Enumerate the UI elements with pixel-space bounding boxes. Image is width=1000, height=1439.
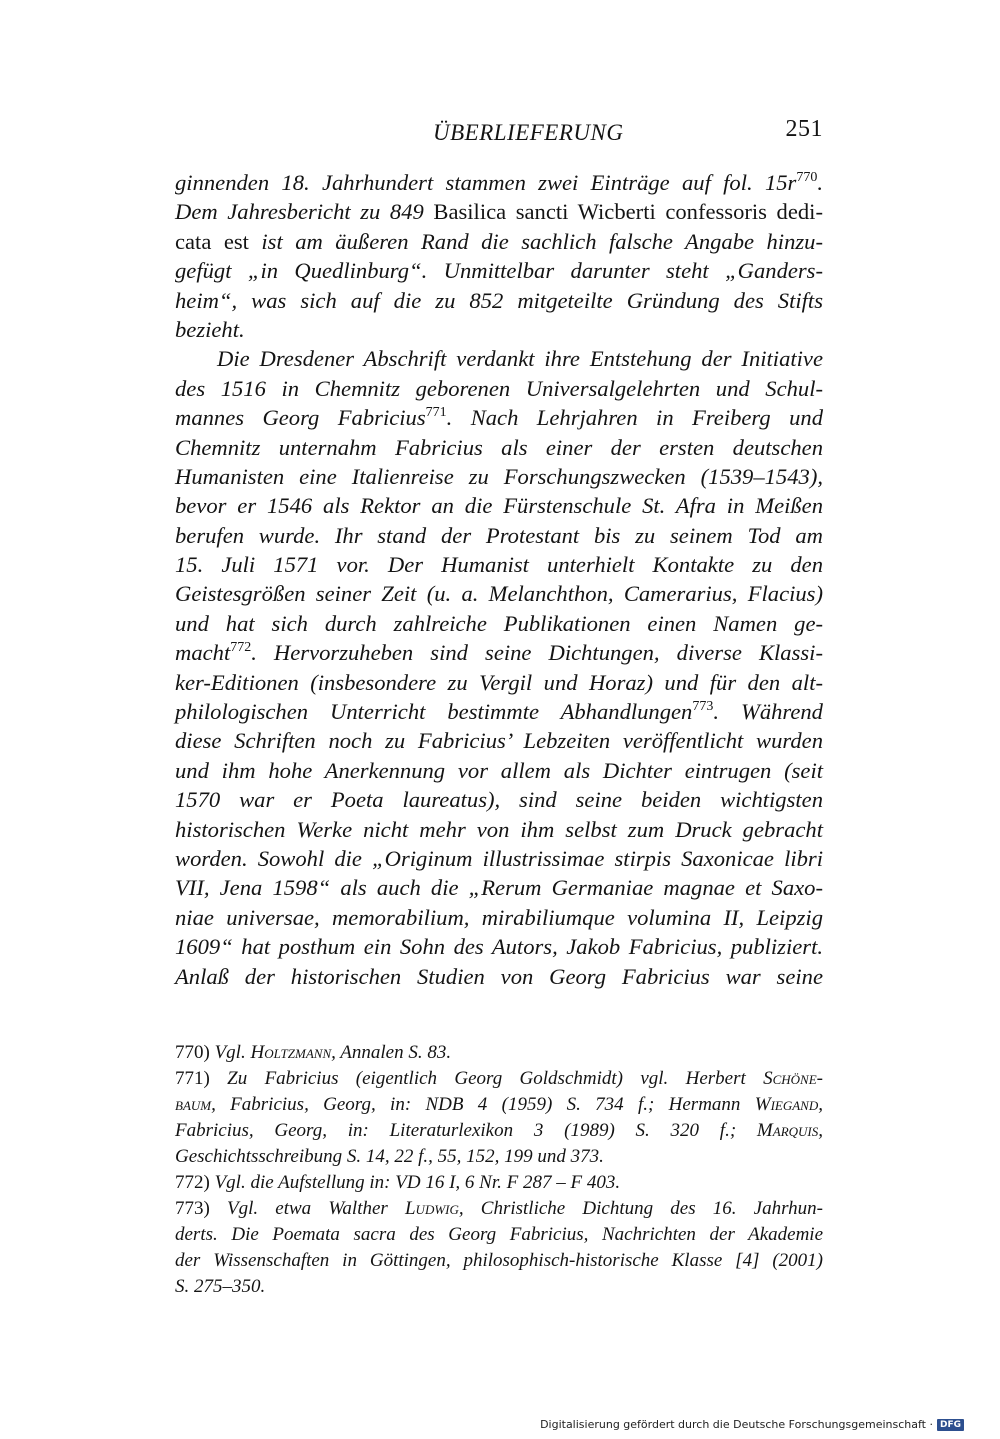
- digitization-notice: [540, 1418, 964, 1431]
- footnote-773: 773) Vgl. etwa Walther Ludwig, Christliche Dichtung des 16. Jahrhun-: [175, 1198, 823, 1219]
- text-line: diese Schriften noch zu Fabricius’ Lebzeiten veröffentlicht wurden: [175, 728, 823, 754]
- text-line: cata est ist am äußeren Rand die sachlich falsche Angabe hinzu-: [175, 228, 823, 254]
- text-line: Dem Jahresbericht zu 849 Basilica sancti Wicberti confessoris dedi-: [175, 199, 823, 225]
- text-line: 15. Juli 1571 vor. Der Humanist unterhielt Kontakte zu den: [175, 552, 823, 578]
- footnote-line: S. 275–350.: [175, 1276, 266, 1297]
- text-line: bevor er 1546 als Rektor an die Fürstenschule St. Afra in Meißen: [175, 493, 823, 519]
- text-line: und ihm hohe Anerkennung vor allem als Dichter eintrugen (seit: [175, 757, 823, 783]
- text-line: und hat sich durch zahlreiche Publikationen einen Namen ge-: [175, 610, 823, 636]
- text-line: des 1516 in Chemnitz geborenen Universalgelehrten und Schul-: [175, 375, 823, 401]
- text-line: Humanisten eine Italienreise zu Forschungszwecken (1539–1543),: [175, 463, 823, 489]
- text-line: philologischen Unterricht bestimmte Abhandlungen$^{773}$. Während: [175, 699, 823, 725]
- text-line: mannes Georg Fabricius$^{771}$. Nach Lehrjahren in Freiberg und: [175, 405, 823, 431]
- footnote-ref-772[interactable]: 772: [230, 640, 252, 656]
- footnote-770: 770) Vgl. Holtzmann, Annalen S. 83.: [175, 1042, 452, 1063]
- text-line: 1570 war er Poeta laureatus), sind seine beiden wichtigsten: [175, 787, 823, 813]
- text-line: Anlaß der historischen Studien von Georg Fabricius war seine: [175, 963, 823, 989]
- text-line: gefügt „in Quedlinburg“. Unmittelbar darunter steht „Ganders-: [175, 258, 823, 284]
- footnote-line: baum, Fabricius, Georg, in: NDB 4 (1959) S. 734 f.; Hermann Wiegand,: [175, 1094, 823, 1115]
- footnote-771: 771) Zu Fabricius (eigentlich Georg Goldschmidt) vgl. Herbert Schöne-: [175, 1068, 823, 1089]
- text-line: VII, Jena 1598“ als auch die „Rerum Germaniae magnae et Saxo-: [175, 875, 823, 901]
- dfg-logo-icon: DFG: [937, 1419, 964, 1431]
- text-line: ker-Editionen (insbesondere zu Vergil und Horaz) und für den alt-: [175, 669, 823, 695]
- text-line: historischen Werke nicht mehr von ihm selbst zum Druck gebracht: [175, 816, 823, 842]
- footnote-line: der Wissenschaften in Göttingen, philosophisch-historische Klasse [4] (2001): [175, 1250, 823, 1271]
- footnote-ref-770[interactable]: 770: [796, 170, 818, 185]
- footnote-line: Geschichtsschreibung S. 14, 22 f., 55, 152, 199 und 373.: [175, 1146, 604, 1167]
- text-line: Geistesgrößen seiner Zeit (u. a. Melanchthon, Camerarius, Flacius): [175, 581, 823, 607]
- digitization-notice-text: Digitalisierung gefördert durch die Deutsche Forschungsgemeinschaft ·: [540, 1418, 933, 1431]
- footnote-line: derts. Die Poemata sacra des Georg Fabricius, Nachrichten der Akademie: [175, 1224, 823, 1245]
- footnotes: [175, 1040, 823, 1300]
- text-line: macht$^{772}$. Hervorzuheben sind seine Dichtungen, diverse Klassi-: [175, 640, 823, 666]
- footnote-ref-773[interactable]: 773: [692, 699, 714, 715]
- text-line: berufen wurde. Ihr stand der Protestant bis zu seinem Tod am: [175, 522, 823, 548]
- footnote-ref-771[interactable]: 771: [425, 405, 447, 421]
- text-line: worden. Sowohl die „Originum illustrissimae stirpis Saxonicae libri: [175, 845, 823, 871]
- page-header: [175, 112, 823, 152]
- text-line: niae universae, memorabilium, mirabiliumque volumina II, Leipzig: [175, 904, 823, 930]
- main-text: [175, 168, 823, 991]
- text-line: heim“, was sich auf die zu 852 mitgeteilte Gründung des Stifts: [175, 287, 823, 313]
- page-number: 251: [785, 116, 823, 142]
- text-line: Chemnitz unternahm Fabricius als einer der ersten deutschen: [175, 434, 823, 460]
- footnote-772: 772) Vgl. die Aufstellung in: VD 16 I, 6 Nr. F 287 – F 403.: [175, 1172, 621, 1193]
- running-title: ÜBERLIEFERUNG: [433, 120, 624, 145]
- text-line: Die Dresdener Abschrift verdankt ihre Entstehung der Initiative: [217, 346, 823, 372]
- text-line: 1609“ hat posthum ein Sohn des Autors, Jakob Fabricius, publiziert.: [175, 934, 823, 960]
- text-line: ginnenden 18. Jahrhundert stammen zwei Einträge auf fol. $15r^{770}$.: [175, 170, 823, 195]
- text-line: bezieht.: [175, 316, 245, 342]
- footnote-line: Fabricius, Georg, in: Literaturlexikon 3 (1989) S. 320 f.; Marquis,: [175, 1120, 823, 1141]
